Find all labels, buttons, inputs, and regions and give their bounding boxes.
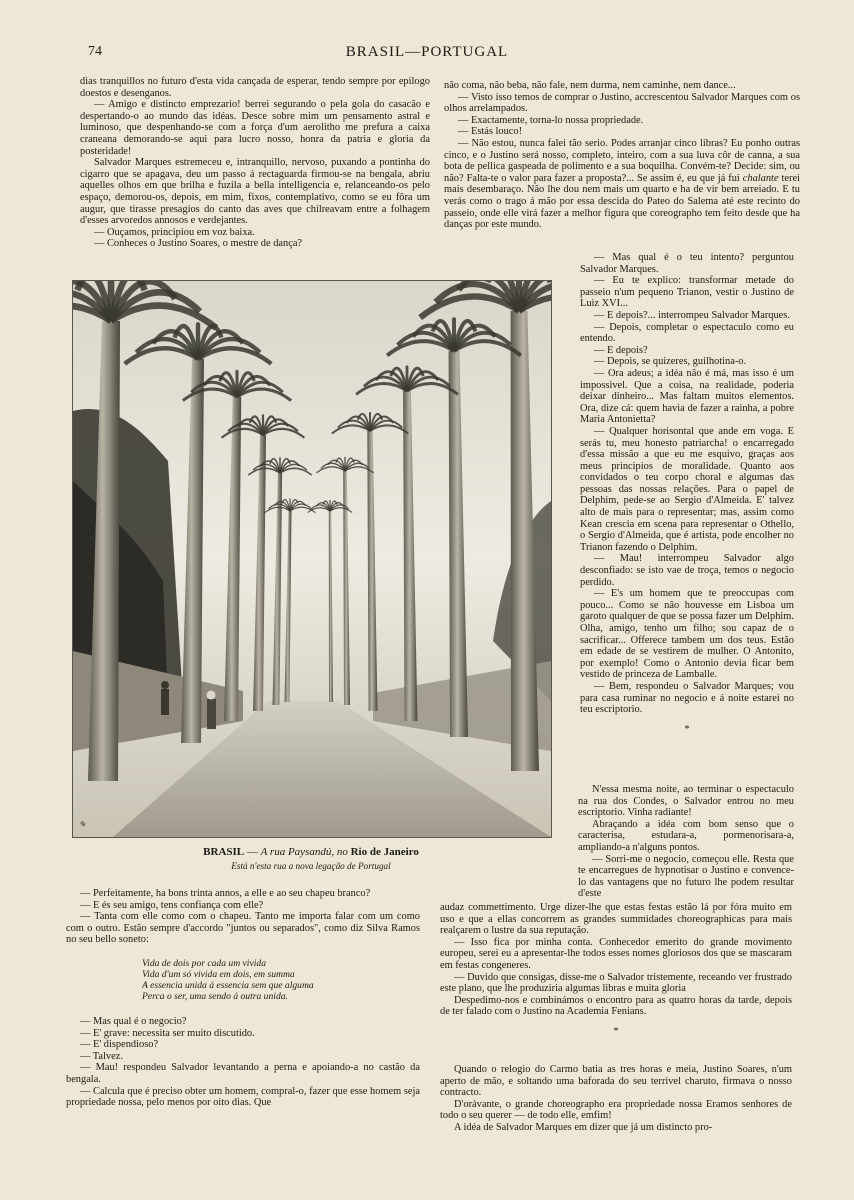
paragraph: — Mau! respondeu Salvador levantando a perna e apoiando-a no castão da bengala. (66, 1062, 420, 1085)
paragraph: — Bem, respondeu o Salvador Marques; vou para casa ruminar no negocio e á noite estarei no teu escriptorio. (580, 680, 794, 716)
paragraph: — E's um homem que te preoccupas com pouco... Como se não houvesse em Lisboa um garoto qualquer de que se possa fazer um Delphim. Olha, amigo, tenho um filho; sou capaz de o sacrificar... Offerece tambem um dos teus. Estão em edade de se vestirem de mulher. O Antonito, por exemplo! Como o Antonio devia ficar bem vestido de princeza de Lamballe. (580, 588, 794, 681)
paragraph: — Mas qual é o negocio? (80, 1015, 187, 1027)
section-break: * (684, 723, 690, 735)
paragraph: A idéa de Salvador Marques em dizer que já um distincto pro- (454, 1121, 713, 1133)
sonnet-quote (142, 958, 420, 1002)
column-top-left (80, 76, 430, 250)
paragraph: — E' grave: necessita ser muito discutido. (80, 1027, 255, 1039)
paragraph: Despedimo-nos e combinámos o encontro para as quatro horas da tarde, depois de ter falado com o Justino na Academia Fenians. (440, 994, 792, 1018)
page-number: 74 (88, 44, 102, 59)
paragraph: — Exactamente, torna-lo nossa propriedade. (458, 114, 644, 126)
paragraph: — Talvez. (80, 1050, 123, 1062)
caption-street: A rua Paysandú, (260, 846, 335, 858)
paragraph: Quando o relogio do Carmo batia as tres horas e meia, Justino Soares, n'um aperto de mão, e soltando uma baforada do seu terrivel charuto, firmava o nosso contracto. (440, 1064, 792, 1099)
column-right-low (578, 784, 794, 900)
paragraph: — Ora adeus; a idéa não é má, mas isso é um impossivel. Que a coisa, na realidade, poderia deixar dinheiro... Mas faltam muitos elementos. Ora, dize cá: quem havia de fazer a rainha, a pobre Maria Antonietta? (580, 367, 794, 426)
paragraph: — Amigo e distincto emprezario! berrei segurando o pela gola do casacão e despertando-o ao mundo das idéas. Desce sobre mim um pensamento astral e luminoso, que despenhando-se com a força d'um aerolitho me prefura a caixa craneana demorando-se aqui para lucro nosso, honra da patria e gloria da posteridade! (80, 99, 430, 157)
paragraph: — Sorri-me o negocio, começou elle. Resta que te encarregues de hypnotisar o Justino e convence-lo das vantagens que no futuro lhe podem resultar d'este (578, 853, 794, 900)
paragraph: — Eu te explico: transformar metade do passeio n'um pequeno Trianon, vestir o Justino de Luiz XVI... (580, 275, 794, 310)
poem-line: Vida d'um só vivida em dois, em summa (142, 968, 295, 980)
poem-line: Perca o ser, uma sendo á outra unida. (142, 990, 288, 1002)
paragraph: não coma, não beba, não fale, nem durma, nem caminhe, nem dance... (444, 80, 736, 91)
caption-city: Rio de Janeiro (350, 846, 419, 858)
paragraph: — Calcula que é preciso obter um homem, compral-o, fazer que esse homem seja propriedade nossa, pelo menos por oito dias. Que (66, 1085, 420, 1109)
paragraph: — Mas qual é o teu intento? perguntou Salvador Marques. (580, 252, 794, 275)
paragraph (444, 138, 800, 231)
paragraph: Abraçando a idéa com bom senso que o caracterisa, estudara-a, pormenorisara-a, ampliando-a n'alguns pontos. (578, 818, 794, 853)
paragraph: — E' dispendioso? (80, 1039, 159, 1051)
paragraph: — E depois? (594, 344, 648, 356)
poem-line: Vida de dois por cada um vivida (142, 957, 266, 969)
text-run: — Não estou, nunca falei tão serio. Podes arranjar cinco libras? Eu ponho outras cinco, e o Justino será nosso, completo, inteiro, com a sua luva côr de canna, a sua bota de pellica gaspeada de polimento e a sua boquilha. Convém-te? Decide: sim, ou não? Falta-te o valor para fazer a proposta?... Se assim é, eu que já fui (444, 137, 800, 184)
column-right-mid (580, 252, 794, 743)
photo-illustration (73, 281, 551, 837)
paragraph: — E depois?... interrompeu Salvador Marques. (594, 309, 790, 321)
paragraph: — Qualquer horisontal que ande em voga. E serás tu, meu honesto patriarcha! o encarregado d'essa missão a que eu me esquivo, graças aos meus principios de moralidade. Quanto aos convidados o teu corpo choral e algumas das pessoas das nossas relações. Para o papel de Delphim, pede-se ao Sergio d'Almeida. E' talvez alto de mais para o representar; mas, assim como Kean crescia em scena para representar o Othello, o Sergio d'Almeida, que é artista, pode encolher no Trianon fazendo o Delphim. (580, 425, 794, 553)
paragraph: — E és seu amigo, tens confiança com elle? (80, 899, 264, 911)
svg-text:✎: ✎ (79, 820, 86, 829)
column-right-bottom (440, 902, 792, 1046)
paragraph: — Ouçamos, principiou em voz baixa. (94, 226, 255, 238)
paragraph: D'orávante, o grande choreographo era propriedade nossa Eramos senhores de todo o seu querer — de todo elle, emfim! (440, 1098, 792, 1122)
palm-avenue-photo (72, 280, 552, 838)
paragraph: — Depois, se quizeres, guilhotina-o. (594, 356, 747, 368)
paragraph: — Duvido que consigas, disse-me o Salvador tristemente, receando ver frustrado este plano, que lhe produziria algumas libras e muita gloria (440, 971, 792, 995)
paragraph: — Perfeitamente, ha bons trinta annos, a elle e ao seu chapeu branco? (80, 888, 371, 899)
italic-word: chalante (742, 172, 779, 184)
paragraph: audaz commettimento. Urge dizer-lhe que estas festas estão lá por fóra muito em uso e que a ellas concorrem as grandes summidades choreographicas para mais realçarem o lustre da sua reputação. (440, 902, 792, 937)
caption-main (72, 846, 550, 858)
paragraph: N'essa mesma noite, ao terminar o espectaculo na rua dos Condes, o Salvador entrou no meu escriptorio. Vinha radiante! (578, 784, 794, 819)
column-top-right (444, 80, 800, 231)
paragraph: — Isso fica por minha conta. Conhecedor emerito do grande movimento europeu, serei eu a apresentar-lhe todos esses nomes gloriosos dos que se mascaram em festas congeneres. (440, 936, 792, 971)
caption-prep: no (334, 846, 351, 858)
caption-country: BRASIL (203, 846, 245, 858)
paragraph: — Tanta com elle como com o chapeu. Tanto me importa falar com um como com o outro. Estão sempre d'accordo "juntos ou separados", como diz Silva Ramos no seu bello soneto: (66, 911, 420, 946)
column-bottom-left (66, 888, 420, 1109)
paragraph: — Estás louco! (458, 126, 523, 138)
paragraph: — Depois, completar o espectaculo como eu entendo. (580, 321, 794, 345)
poem-line: A essencia unida á essencia sem que alguma (142, 979, 314, 991)
page-header (0, 44, 854, 66)
paragraph: — Visto isso temos de comprar o Justino, accrescentou Salvador Marques com os olhos arrelampados. (444, 91, 800, 115)
photo-caption (72, 846, 550, 871)
paragraph: — Conheces o Justino Soares, o mestre de dança? (94, 238, 303, 250)
paragraph: Salvador Marques estremeceu e, intranquillo, nervoso, puxando a pontinha do cigarro que se apagava, deu um passo á rectaguarda firmou-se na bengala, abriu aquelles olhos em que brilha e fuzila a bella intelligencia e, relanceando-os pelo espaço, demorou-os, depois, em mim, fixos, contemplativo, como se eu fôra um augur, que tirasse presagios do canto das aves que chilreavam entre a folhagem d'esses arvoredos annosos e verdejantes. (80, 157, 430, 227)
caption-sub: Está n'esta rua a nova legação de Portugal (231, 861, 391, 871)
text-run: terei mais desembaraço. Não lhe dou nem mais um quarto e ha de vir bem arreiado. E tu verás como o trago á mão por essa descida do Pateo do Salema até este recinto do passeio, onde elle virá fazer a melhor figura que coreographo tem feito desde que ha danças por este mundo. (444, 172, 800, 231)
caption-dash: — (244, 846, 261, 858)
paragraph: — Mau! interrompeu Salvador algo desconfiado: se isto vae de troça, temos o negocio perdido. (580, 553, 794, 588)
column-end (440, 1064, 792, 1134)
running-head: BRASIL—PORTUGAL (345, 44, 509, 60)
paragraph: dias tranquillos no futuro d'esta vida cançada de esperar, tendo sempre por epilogo doestos e desenganos. (80, 76, 430, 99)
section-break: * (613, 1025, 619, 1037)
